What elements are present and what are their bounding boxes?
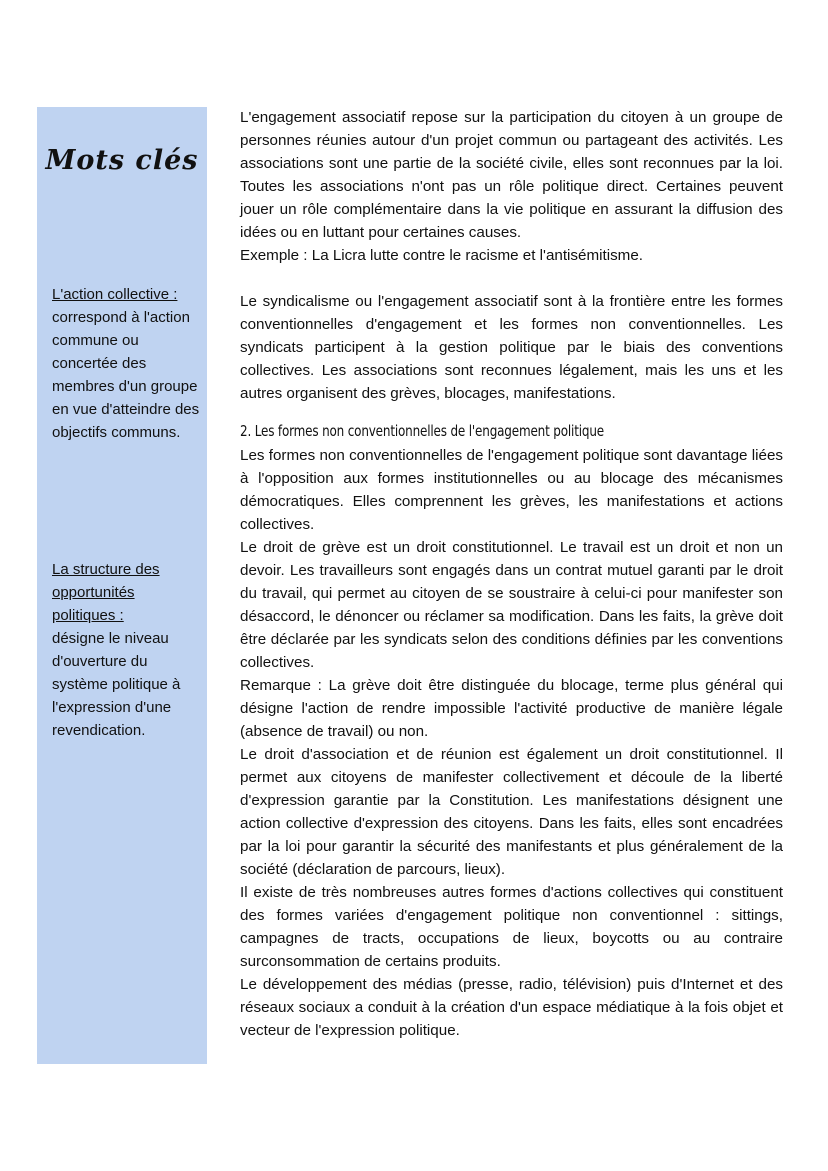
- paragraph-example: Exemple : La Licra lutte contre le racisme et l'antisémitisme.: [240, 247, 643, 264]
- paragraph-droit-de-greve: Le droit de grève est un droit constitutionnel. Le travail est un droit et non un devoir. Les travailleurs sont engagés dans un contrat mutuel garanti par le droit du travail, qui permet au citoyen de se soustraire à celui-ci pour manifester son désaccord, le dénoncer ou réclamer sa modification. Dans les faits, la grève doit être déclarée par les syndicats selon des conditions définies par les conventions collectives.: [240, 539, 783, 671]
- keywords-title: Mots clés: [45, 145, 199, 176]
- definition-term: L'action collective :: [52, 286, 178, 303]
- section-heading: 2. Les formes non conventionnelles de l'engagement politique: [240, 422, 604, 440]
- definition-action-collective: [52, 283, 200, 444]
- main-text: [240, 106, 783, 1042]
- paragraph-formes-non-conventionnelles: Les formes non conventionnelles de l'engagement politique sont davantage liées à l'opposition aux formes institutionnelles ou au blocage des mécanismes démocratiques. Elles comprennent les grèves, les manifestations et actions collectives.: [240, 447, 783, 533]
- paragraph-medias: Le développement des médias (presse, radio, télévision) puis d'Internet et des réseaux sociaux a conduit à la création d'un espace médiatique à la fois objet et vecteur de l'expression politique.: [240, 976, 783, 1039]
- definition-term: La structure des opportunités politiques :: [52, 561, 160, 624]
- definition-text: désigne le niveau d'ouverture du système politique à l'expression d'une revendication.: [52, 630, 181, 739]
- paragraph-actions-collectives: Il existe de très nombreuses autres formes d'actions collectives qui constituent des formes variées d'engagement politique non conventionnel : sittings, campagnes de tracts, occupations de lieux, boycotts ou au contraire surconsommation de certains produits.: [240, 884, 783, 970]
- spacer: [240, 267, 783, 290]
- paragraph-droit-association: Le droit d'association et de réunion est également un droit constitutionnel. Il permet aux citoyens de manifester collectivement et découle de la liberté d'expression garantie par la Constitution. Les manifestations désignent une action collective d'expression des citoyens. Dans les faits, elles sont encadrées par la loi pour garantir la sécurité des manifestants et plus généralement de la société (déclaration de parcours, lieux).: [240, 746, 783, 878]
- definition-text: correspond à l'action commune ou concertée des membres d'un groupe en vue d'atteindre des objectifs communs.: [52, 309, 200, 441]
- keywords-sidebar: [37, 107, 207, 1064]
- paragraph-syndicalisme: Le syndicalisme ou l'engagement associatif sont à la frontière entre les formes conventionnelles d'engagement et les formes non conventionnelles. Les syndicats participent à la gestion politique par le biais des conventions collectives. Les associations sont reconnues légalement, mais les uns et les autres organisent des grèves, blocages, manifestations.: [240, 293, 783, 402]
- definition-structure-opportunites: [52, 558, 200, 742]
- paragraph-remarque: Remarque : La grève doit être distinguée du blocage, terme plus général qui désigne l'action de rendre impossible l'activité productive de manière légale (absence de travail) ou non.: [240, 677, 783, 740]
- paragraph-engagement-associatif: L'engagement associatif repose sur la participation du citoyen à un groupe de personnes réunies autour d'un projet commun ou partageant des activités. Les associations sont une partie de la société civile, elles sont reconnues par la loi. Toutes les associations n'ont pas un rôle politique direct. Certaines peuvent jouer un rôle complémentaire dans la vie politique en assurant la diffusion des idées ou en luttant pour certaines causes.: [240, 109, 783, 241]
